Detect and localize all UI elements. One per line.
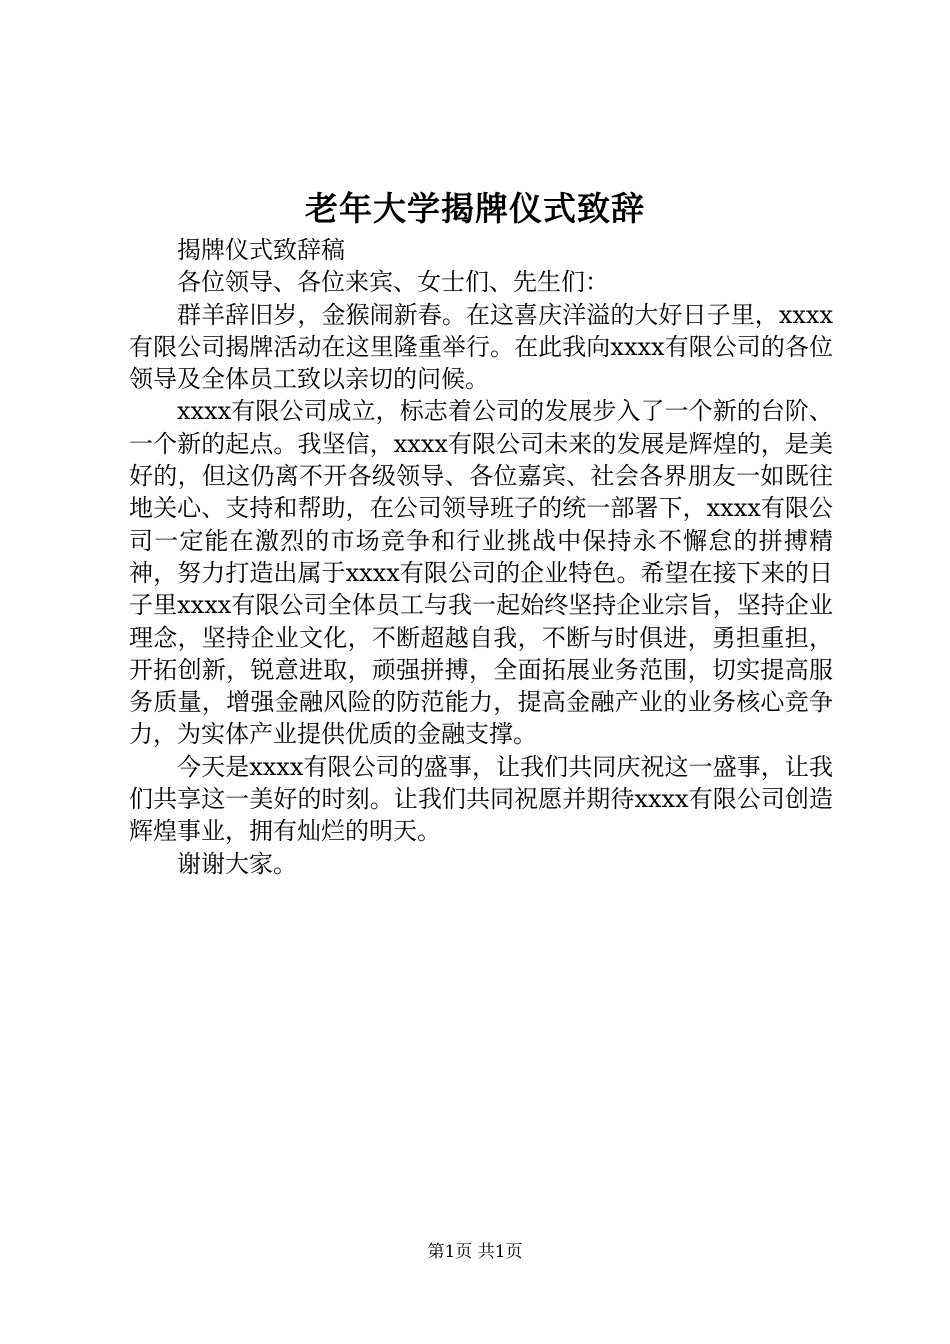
paragraph-salutation: 各位领导、各位来宾、女士们、先生们： (177, 268, 609, 297)
paragraph-main: xxxx有限公司成立，标志着公司的发展步入了一个新的台阶、一个新的起点。我坚信，xxxx有限公司未来的发展是辉煌的，是美好的，但这仍离不开各级领导、各位嘉宾、社会各界朋友一如既往地关心、支持和帮助，在公司领导班子的统一部署下，xxxx有限公司一定能在激烈的市场竞争和行业挑战中保持永不懈怠的拼搏精神，努力打造出属于xxxx有限公司的企业特色。希望在接下来的日子里xxxx有限公司全体员工与我一起始终坚持企业宗旨，坚持企业理念，坚持企业文化，不断超越自我，不断与时俱进，勇担重担，开拓创新，锐意进取，顽强拼搏，全面拓展业务范围，切实提高服务质量，增强金融风险的防范能力，提高金融产业的业务核心竞争力，为实体产业提供优质的金融支撑。 (129, 397, 833, 749)
document-title: 老年大学揭牌仪式致辞 (305, 189, 645, 228)
paragraph-closing: 谢谢大家。 (177, 849, 297, 878)
paragraph-subtitle: 揭牌仪式致辞稿 (177, 236, 345, 264)
paragraph-opening: 群羊辞旧岁，金猴闹新春。在这喜庆洋溢的大好日子里，xxxx有限公司揭牌活动在这里隆重举行。在此我向xxxx有限公司的各位领导及全体员工致以亲切的问候。 (129, 300, 833, 394)
page-footer: 第1页 共1页 (427, 1242, 523, 1262)
paragraph-celebration: 今天是xxxx有限公司的盛事，让我们共同庆祝这一盛事，让我们共享这一美好的时刻。让我们共同祝愿并期待xxxx有限公司创造辉煌事业，拥有灿烂的明天。 (129, 752, 833, 846)
document-body (129, 234, 833, 880)
